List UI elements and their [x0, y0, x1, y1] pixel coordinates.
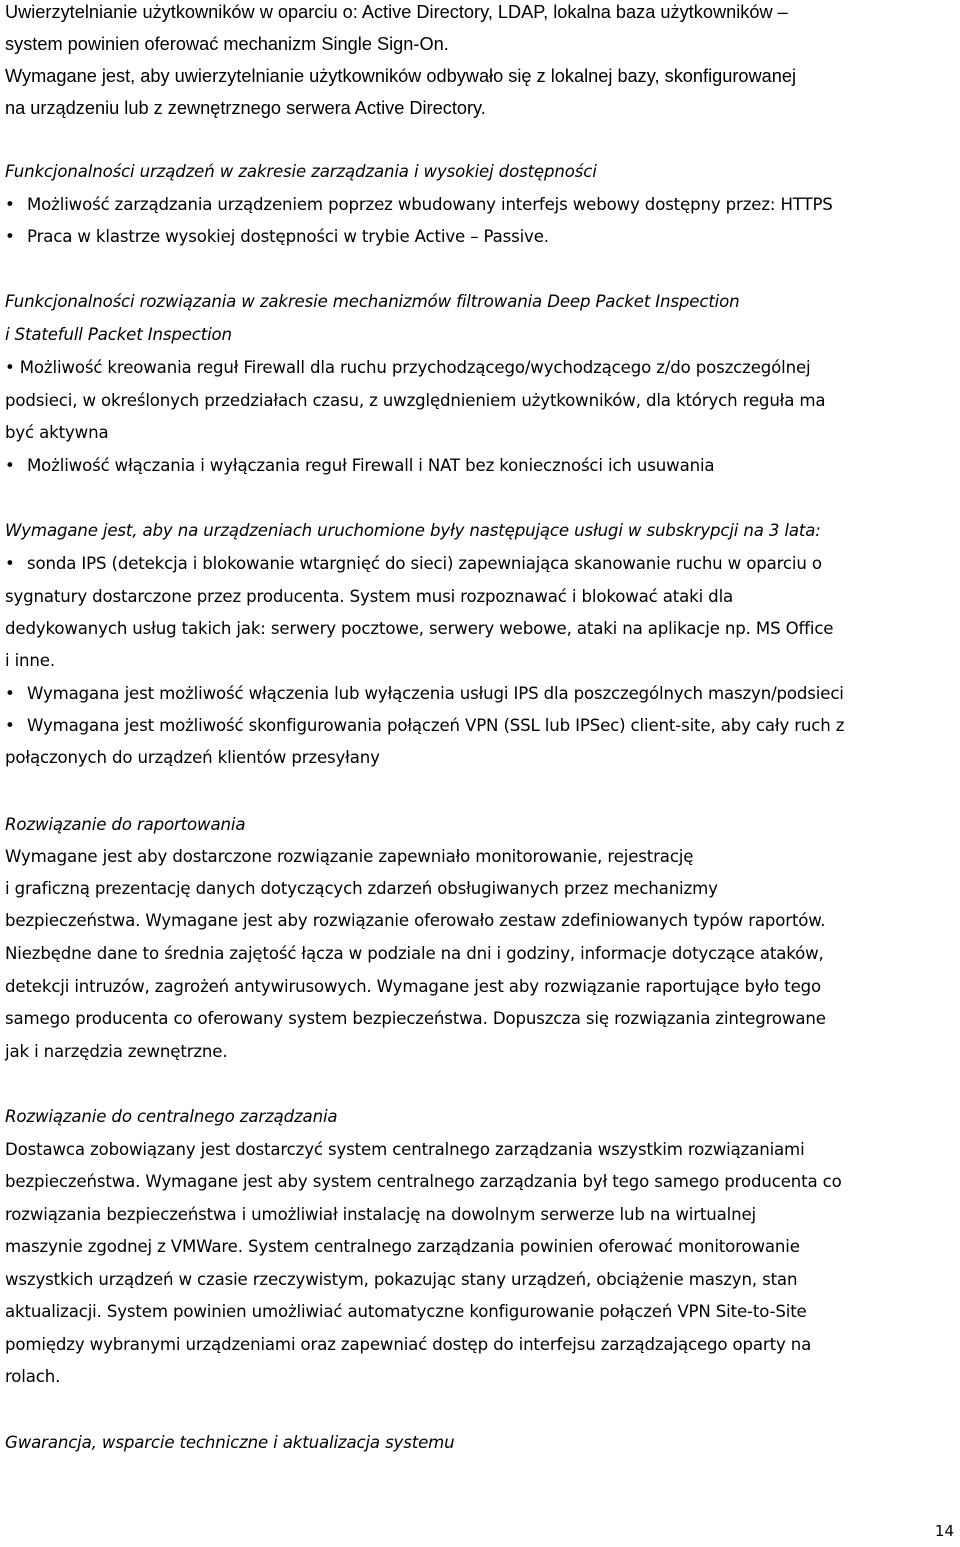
section-heading-subscriptions: Wymagane jest, aby na urządzeniach uruchomione były następujące usługi w subskrypcji na 3 lata: [5, 521, 821, 540]
paragraph-line: Wymagane jest aby dostarczone rozwiązanie zapewniało monitorowanie, rejestrację [5, 847, 694, 866]
section-heading-central-management: Rozwiązanie do centralnego zarządzania [5, 1107, 338, 1126]
paragraph-line: maszynie zgodnej z VMWare. System centralnego zarządzania powinien oferować monitorowanie [5, 1237, 800, 1256]
list-item [5, 193, 833, 217]
paragraph-line: sygnatury dostarczone przez producenta. System musi rozpoznawać i blokować ataki dla [5, 587, 734, 606]
page-number: 14 [934, 1522, 954, 1540]
paragraph-line: bezpieczeństwa. Wymagane jest aby rozwiązanie oferowało zestaw zdefiniowanych typów raportów. [5, 911, 826, 930]
list-item [5, 454, 714, 478]
list-item-text: sonda IPS (detekcja i blokowanie wtargnięć do sieci) zapewniająca skanowanie ruchu w oparciu o [27, 554, 822, 573]
list-item-text: Możliwość włączania i wyłączania reguł Firewall i NAT bez konieczności ich usuwania [27, 456, 715, 475]
paragraph-line: rolach. [5, 1367, 61, 1386]
list-item-text: Wymagana jest możliwość włączenia lub wyłączenia usługi IPS dla poszczególnych maszyn/podsieci [27, 684, 844, 703]
list-item [5, 552, 822, 576]
paragraph-line: Dostawca zobowiązany jest dostarczyć system centralnego zarządzania wszystkim rozwiązaniami [5, 1140, 805, 1159]
paragraph-line: aktualizacji. System powinien umożliwiać automatyczne konfigurowanie połączeń VPN Site-to-Site [5, 1302, 807, 1321]
paragraph-line: samego producenta co oferowany system bezpieczeństwa. Dopuszcza się rozwiązania zintegrowane [5, 1009, 826, 1028]
section-heading-filtering: Funkcjonalności rozwiązania w zakresie mechanizmów filtrowania Deep Packet Inspection [5, 292, 740, 311]
paragraph-line: i graficzną prezentację danych dotyczących zdarzeń obsługiwanych przez mechanizmy [5, 879, 718, 898]
bullet-icon: • [5, 456, 15, 475]
paragraph-line: podsieci, w określonych przedziałach czasu, z uwzględnieniem użytkowników, dla których reguła ma [5, 391, 826, 410]
bullet-icon: • [5, 227, 15, 246]
paragraph-line: i inne. [5, 651, 55, 670]
paragraph-line: dedykowanych usług takich jak: serwery pocztowe, serwery webowe, ataki na aplikacje np. MS Office [5, 619, 834, 638]
list-item [5, 714, 844, 738]
section-heading-filtering-cont: i Statefull Packet Inspection [5, 325, 232, 344]
intro-line-4: na urządzeniu lub z zewnętrznego serwera Active Directory. [5, 98, 486, 118]
paragraph-line: bezpieczeństwa. Wymagane jest aby system centralnego zarządzania był tego samego producenta co [5, 1172, 842, 1191]
list-item [5, 225, 549, 249]
section-heading-management: Funkcjonalności urządzeń w zakresie zarządzania i wysokiej dostępności [5, 162, 597, 181]
intro-line-3: Wymagane jest, aby uwierzytelnianie użytkowników odbywało się z lokalnej bazy, skonfigurowanej [5, 66, 797, 86]
intro-line-1: Uwierzytelnianie użytkowników w oparciu o: Active Directory, LDAP, lokalna baza użytkowników – [5, 2, 788, 22]
section-heading-reporting: Rozwiązanie do raportowania [5, 815, 246, 834]
list-item-text: Wymagana jest możliwość skonfigurowania połączeń VPN (SSL lub IPSec) client-site, aby cały ruch z [27, 716, 845, 735]
section-heading-warranty: Gwarancja, wsparcie techniczne i aktualizacja systemu [5, 1433, 455, 1452]
bullet-icon: • [5, 716, 15, 735]
list-item-text: Praca w klastrze wysokiej dostępności w trybie Active – Passive. [27, 227, 549, 246]
paragraph-line: detekcji intruzów, zagrożeń antywirusowych. Wymagane jest aby rozwiązanie raportujące było tego [5, 977, 822, 996]
intro-line-2: system powinien oferować mechanizm Single Sign-On. [5, 34, 449, 54]
paragraph-line: wszystkich urządzeń w czasie rzeczywistym, pokazując stany urządzeń, obciążenie maszyn, stan [5, 1270, 798, 1289]
list-item [5, 682, 844, 706]
paragraph-line: rozwiązania bezpieczeństwa i umożliwiał instalację na dowolnym serwerze lub na wirtualnej [5, 1205, 756, 1224]
bullet-icon: • [5, 554, 15, 573]
bullet-icon: • [5, 684, 15, 703]
paragraph-line: być aktywna [5, 423, 109, 442]
bullet-icon: • [5, 195, 15, 214]
paragraph-line: pomiędzy wybranymi urządzeniami oraz zapewniać dostęp do interfejsu zarządzającego oparty na [5, 1335, 812, 1354]
paragraph-line: jak i narzędzia zewnętrzne. [5, 1042, 228, 1061]
paragraph-line: • Możliwość kreowania reguł Firewall dla ruchu przychodzącego/wychodzącego z/do poszczególnej [5, 358, 811, 377]
list-item-text: Możliwość zarządzania urządzeniem poprzez wbudowany interfejs webowy dostępny przez: HTTPS [27, 195, 833, 214]
paragraph-line: połączonych do urządzeń klientów przesyłany [5, 748, 380, 767]
paragraph-line: Niezbędne dane to średnia zajętość łącza w podziale na dni i godziny, informacje dotyczące ataków, [5, 944, 824, 963]
